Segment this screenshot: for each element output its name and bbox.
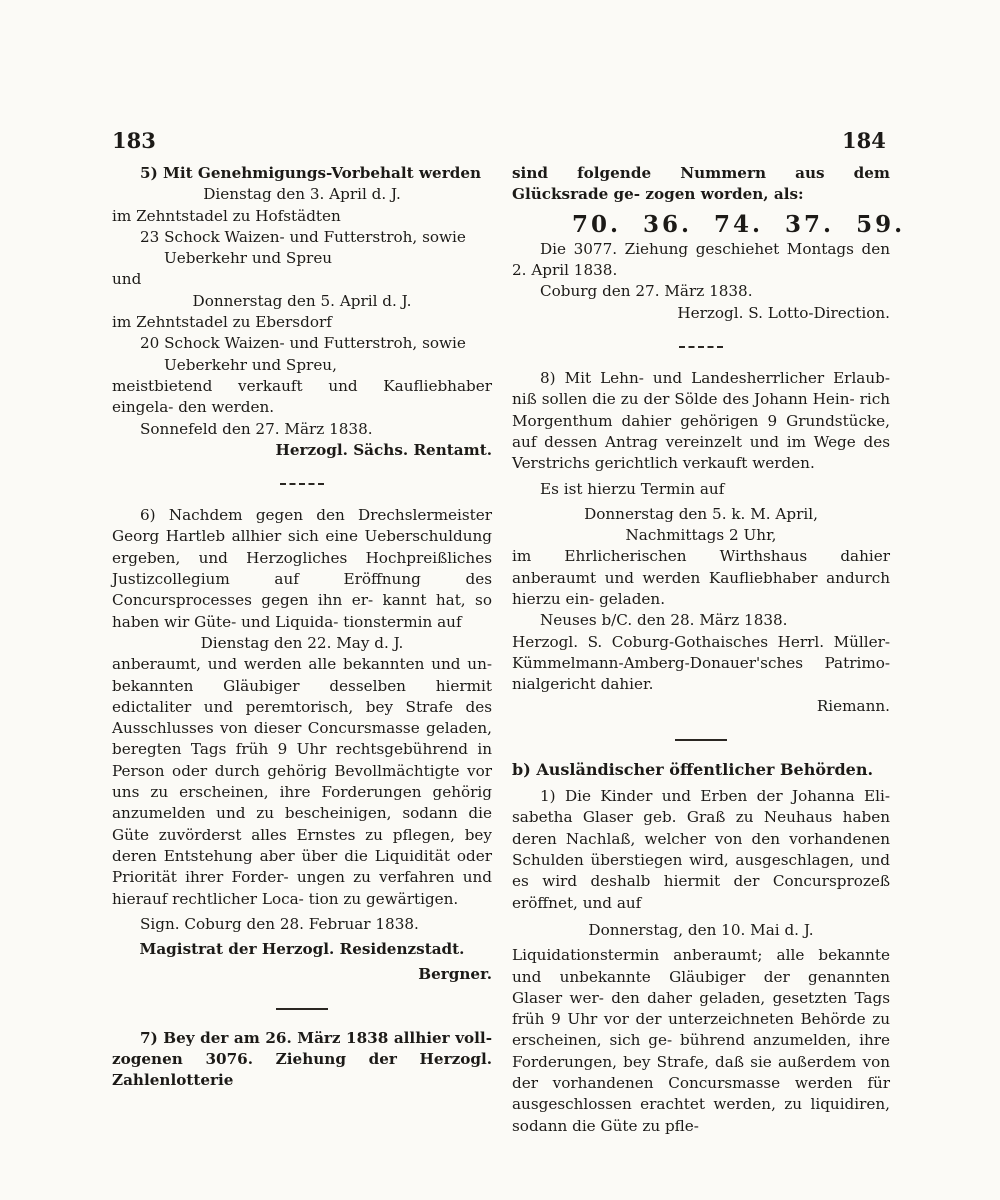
lottery-numbers: [572, 210, 906, 238]
left-paragraph: Donnerstag den 5. April d. J.: [192, 291, 412, 310]
section-divider: [280, 483, 324, 485]
left-paragraph: Ueberkehr und Spreu: [164, 249, 333, 268]
right-paragraph: im Ehrlicherischen Wirthshaus dahier anberaumt und werden Kaufliebhaber andurch hierzu ein- geladen.: [512, 547, 890, 609]
left-paragraph: meistbietend verkauft und Kaufliebhaber eingela- den werden.: [112, 376, 492, 417]
left-paragraph: anberaumt, und werden alle bekannten und un- bekannten Gläubiger desselben hiermit edictaliter und peremtorisch, bey Strafe des Ausschlusses von dieser Concursmasse geladen, beregten Tags früh 9 Uhr rechtsgebührend in Person oder durch gehörig Bevollmächtigte vor uns zu erscheinen, ihre Forderungen gehörig anzumelden und zu bescheinigen, sodann die Güte zuvörderst alles Ernstes zu pflegen, bey deren Entstehung aber über die Liquidität oder Priorität ihrer Forder- ungen zu verfahren und hierauf rechtlicher Loca- tion zu gewärtigen.: [112, 655, 492, 908]
left-paragraph: Dienstag den 22. May d. J.: [200, 633, 404, 652]
lottery-number: 37.: [785, 210, 835, 238]
left-paragraph: 7) Bey der am 26. März 1838 allhier voll- zogenen 3076. Ziehung der Herzogl. Zahlenlotterie: [112, 1028, 492, 1090]
left-paragraph: Sonnefeld den 27. März 1838.: [140, 419, 373, 438]
right-paragraph: Herzogl. S. Coburg-Gothaisches Herrl. Müller- Kümmelmann-Amberg-Donauer'sches Patrimo- nialgericht dahier.: [512, 632, 890, 694]
right-paragraph: 1) Die Kinder und Erben der Johanna Eli- sabetha Glaser geb. Graß zu Neuhaus haben deren Nachlaß, welcher von den vorhandenen Schulden überstiegen wird, ausgeschlagen, und es wird deshalb hiermit der Concursprozeß eröffnet, und auf: [512, 787, 890, 912]
left-paragraph: im Zehntstadel zu Hofstädten: [112, 206, 341, 225]
left-paragraph: Dienstag den 3. April d. J.: [203, 185, 401, 204]
lottery-number: 36.: [643, 210, 693, 238]
right-paragraph: b) Ausländischer öffentlicher Behörden.: [512, 759, 874, 779]
left-paragraph: 5) Mit Genehmigungs-Vorbehalt werden: [140, 164, 482, 182]
right-paragraph: Donnerstag, den 10. Mai d. J.: [588, 920, 814, 939]
section-divider: [276, 1008, 328, 1010]
lottery-number: 70.: [572, 210, 622, 238]
lottery-number: 74.: [714, 210, 764, 238]
right-paragraph: Coburg den 27. März 1838.: [540, 282, 753, 301]
left-paragraph: Ueberkehr und Spreu,: [164, 355, 337, 374]
left-paragraph: 20 Schock Waizen- und Futterstroh, sowie: [140, 334, 466, 353]
right-paragraph: 8) Mit Lehn- und Landesherrlicher Erlaub- niß sollen die zu der Sölde des Johann Hein- rich Morgenthum dahier gehörigen 9 Grundstücke, auf dessen Antrag vereinzelt und im Wege des Verstrichs gerichtlich verkauft werden.: [512, 369, 890, 473]
left-paragraph: Magistrat der Herzogl. Residenzstadt.: [139, 940, 465, 959]
section-divider: [675, 739, 727, 741]
right-column: [512, 163, 906, 1137]
left-column: [112, 163, 492, 1092]
left-paragraph: Herzogl. Sächs. Rentamt.: [275, 440, 492, 459]
left-paragraph: 23 Schock Waizen- und Futterstroh, sowie: [140, 227, 466, 246]
right-paragraph: Liquidationstermin anberaumt; alle bekannte und unbekannte Gläubiger der genannten Glaser wer- den daher geladen, gesetzten Tags früh 9 Uhr vor der unterzeichneten Behörde zu erscheinen, sich ge- bührend anzumelden, ihre Forderungen, bey Strafe, daß sie außerdem von der vorhandenen Concursmasse werden für ausgeschlossen erachtet werden, zu liquidiren, sodann die Güte zu pfle-: [512, 946, 890, 1135]
right-paragraph: Neuses b/C. den 28. März 1838.: [540, 611, 788, 630]
left-paragraph: Sign. Coburg den 28. Februar 1838.: [140, 914, 419, 933]
left-paragraph: Bergner.: [418, 965, 492, 984]
left-paragraph: 6) Nachdem gegen den Drechslermeister Georg Hartleb allhier sich eine Ueberschuldung ergeben, und Herzogliches Hochpreißliches Justizcollegium auf Eröffnung des Concursprocesses gegen ihn er- kannt hat, so haben wir Güte- und Liquida- tionstermin auf: [112, 506, 492, 631]
right-paragraph: Riemann.: [816, 696, 890, 715]
left-paragraph: im Zehntstadel zu Ebersdorf: [112, 313, 332, 332]
section-divider: [679, 346, 723, 348]
right-paragraph: Herzogl. S. Lotto-Direction.: [677, 303, 890, 322]
page-number-left: 183: [112, 128, 156, 153]
left-paragraph: und: [112, 270, 142, 289]
page-number-right: 184: [842, 128, 886, 153]
right-paragraph: Die 3077. Ziehung geschiehet Montags den 2. April 1838.: [512, 239, 890, 280]
right-paragraph: Nachmittags 2 Uhr,: [625, 526, 777, 545]
right-paragraph: Es ist hierzu Termin auf: [540, 479, 725, 498]
right-paragraph: sind folgende Nummern aus dem Glücksrade ge- zogen worden, als:: [512, 164, 890, 204]
lottery-number: 59.: [856, 210, 906, 238]
right-paragraph: Donnerstag den 5. k. M. April,: [584, 504, 818, 523]
